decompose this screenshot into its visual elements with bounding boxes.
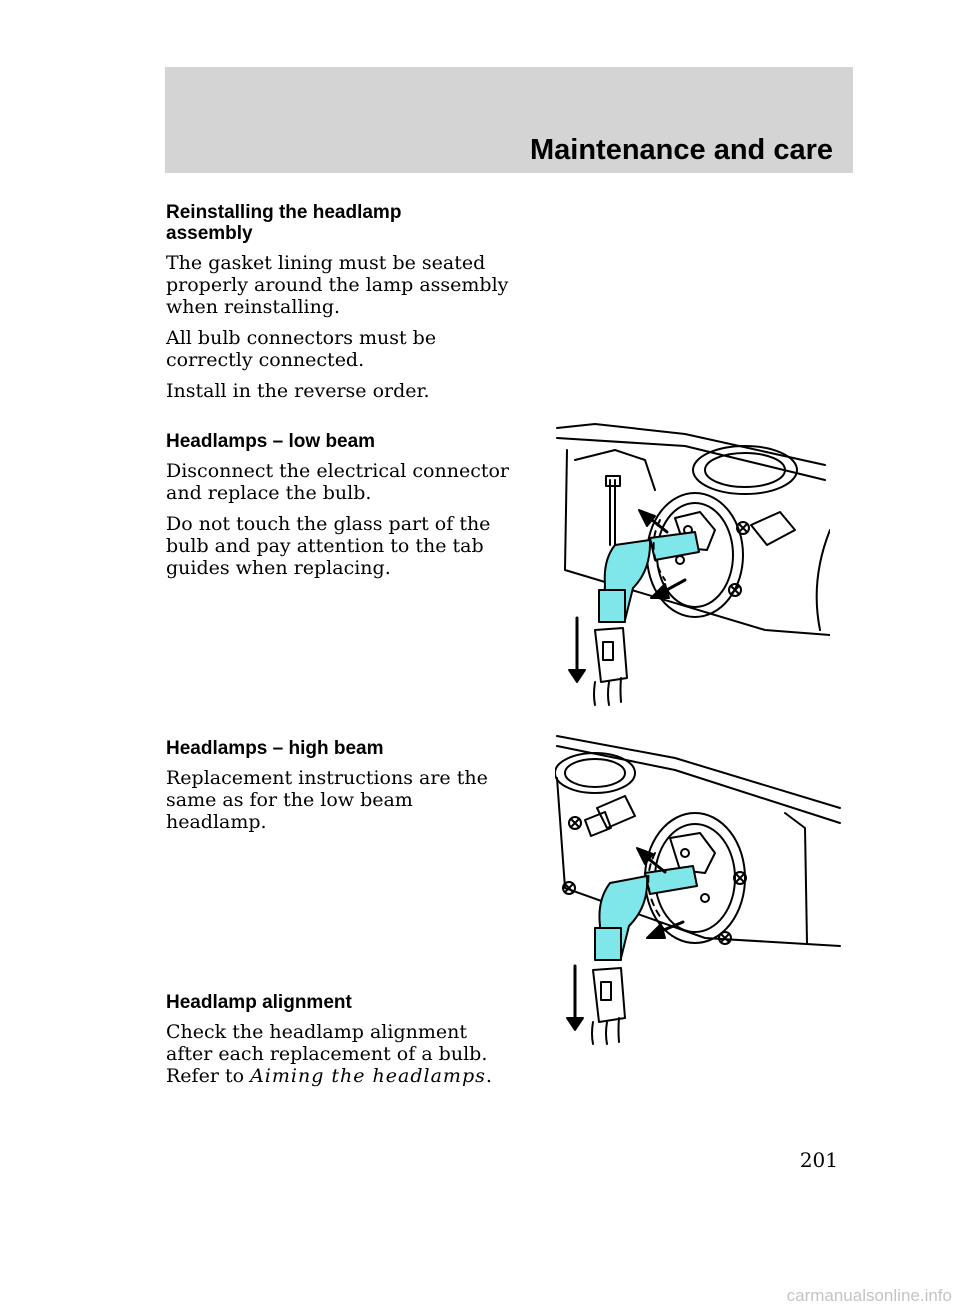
high-beam-bulb-illustration: [555, 728, 845, 1048]
heading-reinstalling: Reinstalling the headlamp assembly: [166, 202, 402, 244]
paragraph-alignment: Check the headlamp alignment after each replacement of a bulb. Refer to Aiming the headlamps.: [166, 1021, 492, 1087]
heading-low-beam: Headlamps – low beam: [166, 431, 376, 452]
paragraph-gasket: The gasket lining must be seated properly around the lamp assembly when reinstalling.: [166, 252, 509, 318]
paragraph-high-beam: Replacement instructions are the same as for the low beam headlamp.: [166, 767, 488, 833]
section-title: Maintenance and care: [530, 134, 833, 166]
paragraph-glass-warning: Do not touch the glass part of the bulb and pay attention to the tab guides when replacing.: [166, 513, 491, 579]
low-beam-bulb-illustration: [555, 420, 830, 710]
aiming-headlamps-reference[interactable]: Aiming the headlamps: [250, 1065, 486, 1087]
page-number: 201: [799, 1148, 838, 1172]
paragraph-connectors: All bulb connectors must be correctly connected.: [166, 327, 437, 371]
section-reinstalling: [166, 202, 511, 411]
heading-high-beam: Headlamps – high beam: [166, 738, 384, 759]
section-high-beam: [166, 738, 511, 842]
heading-alignment: Headlamp alignment: [166, 992, 352, 1013]
header-band: [165, 67, 853, 173]
section-low-beam: [166, 431, 511, 588]
footer-watermark: carmanualsonline.info: [786, 1286, 952, 1305]
section-alignment: [166, 992, 511, 1096]
paragraph-reverse-order: Install in the reverse order.: [166, 380, 430, 402]
paragraph-disconnect: Disconnect the electrical connector and replace the bulb.: [166, 460, 510, 504]
